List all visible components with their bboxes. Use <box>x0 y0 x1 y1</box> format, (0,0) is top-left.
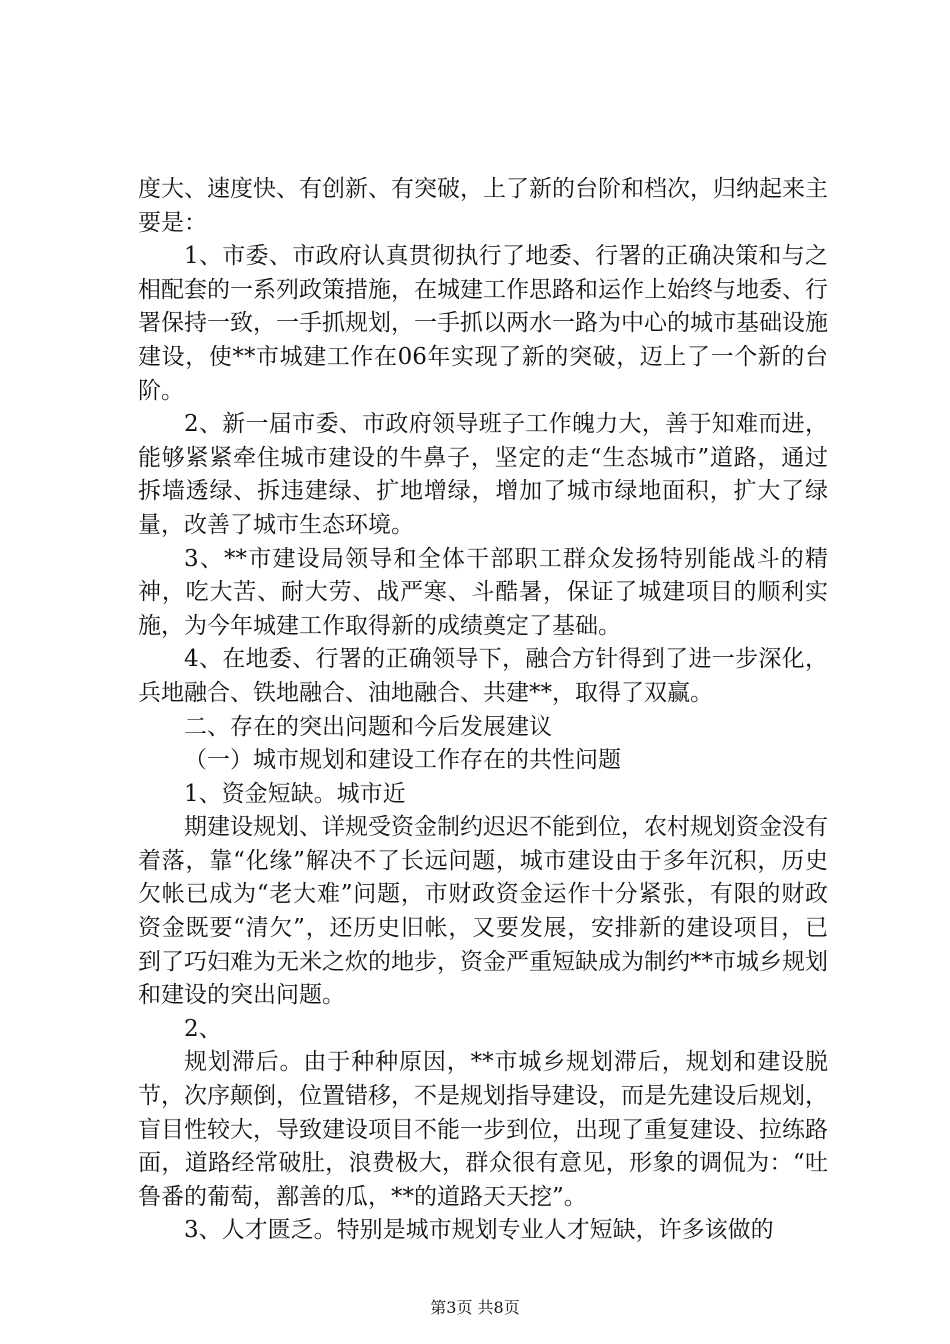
subsection-heading: （一）城市规划和建设工作存在的共性问题 <box>184 747 621 774</box>
paragraph: 3、人才匮乏。特别是城市规划专业人才短缺，许多该做的 <box>184 1217 774 1244</box>
paragraph: 度大、速度快、有创新、有突破，上了新的台阶和档次，归纳起来主要是： <box>138 176 828 236</box>
document-body <box>138 173 828 1248</box>
paragraph: 2、 <box>184 1015 222 1042</box>
paragraph: 4、在地委、行署的正确领导下，融合方针得到了进一步深化，兵地融合、铁地融合、油地融合、共建**，取得了双赢。 <box>138 646 828 706</box>
paragraph: 规划滞后。由于种种原因，**市城乡规划滞后，规划和建设脱节，次序颠倒，位置错移，不是规划指导建设，而是先建设后规划，盲目性较大，导致建设项目不能一步到位，出现了重复建设、拉练路面，道路经常破肚，浪费极大，群众很有意见，形象的调侃为：“吐鲁番的葡萄，鄯善的瓜，**的道路天天挖”。 <box>138 1049 828 1210</box>
paragraph: 1、资金短缺。城市近 <box>184 780 406 807</box>
paragraph: 3、**市建设局领导和全体干部职工群众发扬特别能战斗的精神，吃大苦、耐大劳、战严寒、斗酷暑，保证了城建项目的顺利实施，为今年城建工作取得新的成绩奠定了基础。 <box>138 545 828 639</box>
paragraph: 2、新一届市委、市政府领导班子工作魄力大，善于知难而进，能够紧紧牵住城市建设的牛鼻子，坚定的走“生态城市”道路，通过拆墙透绿、拆违建绿、扩地增绿，增加了城市绿地面积，扩大了绿量，改善了城市生态环境。 <box>138 411 828 538</box>
page-number: 第3页 共8页 <box>430 1298 520 1317</box>
section-heading: 二、存在的突出问题和今后发展建议 <box>184 713 552 740</box>
paragraph: 期建设规划、详规受资金制约迟迟不能到位，农村规划资金没有着落，靠“化缘”解决不了长远问题，城市建设由于多年沉积，历史欠帐已成为“老大难”问题，市财政资金运作十分紧张，有限的财政资金既要“清欠”，还历史旧帐，又要发展，安排新的建设项目，已到了巧妇难为无米之炊的地步，资金严重短缺成为制约**市城乡规划和建设的突出问题。 <box>138 814 828 1009</box>
paragraph: 1、市委、市政府认真贯彻执行了地委、行署的正确决策和与之相配套的一系列政策措施，在城建工作思路和运作上始终与地委、行署保持一致，一手抓规划，一手抓以两水一路为中心的城市基础设施建设，使**市城建工作在06年实现了新的突破，迈上了一个新的台阶。 <box>138 243 828 404</box>
